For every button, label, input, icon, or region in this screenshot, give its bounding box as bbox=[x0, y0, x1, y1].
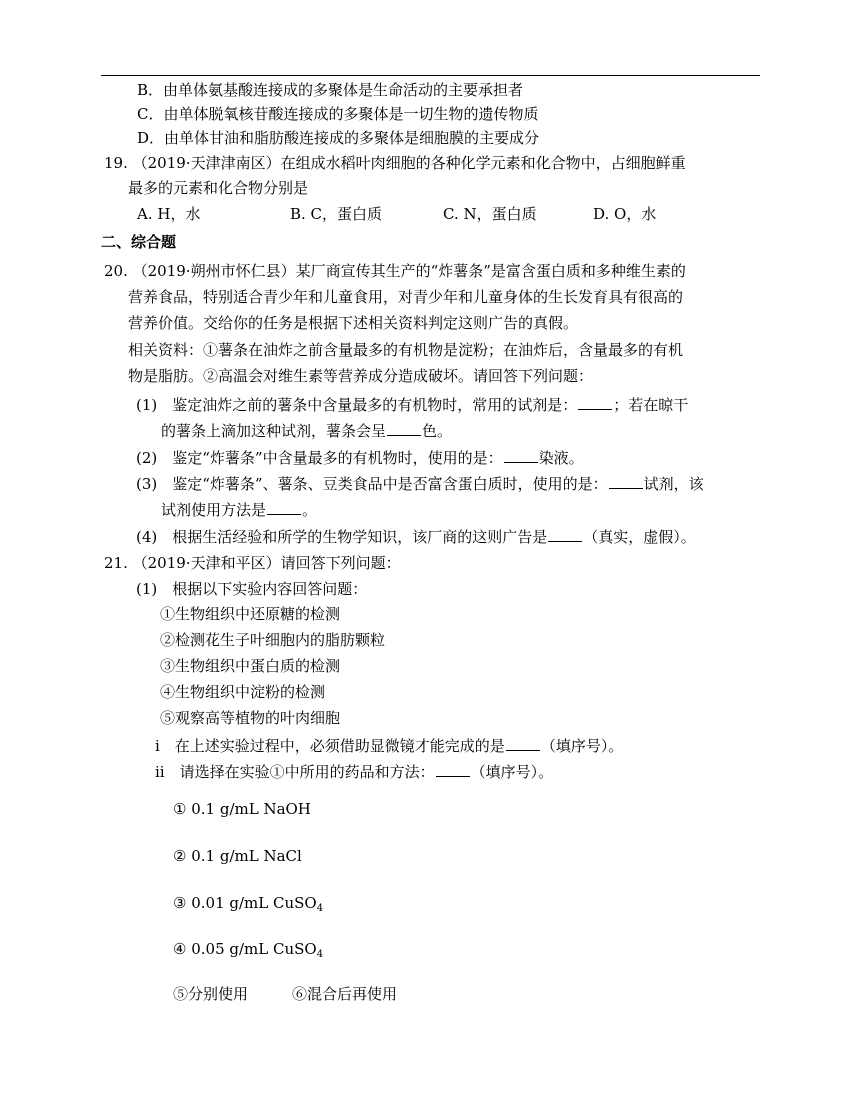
method-6: ⑥混合后再使用 bbox=[292, 985, 398, 1003]
q21-item-1: ①生物组织中还原糖的检测 bbox=[160, 605, 341, 623]
q20-part1-line2: 的薯条上滴加这种试剂，薯条会呈 色。 bbox=[161, 422, 453, 440]
reagent-4: ④ 0.05 g/mL CuSO$_4$ bbox=[173, 940, 324, 960]
q18-option-c: C．由单体脱氧核苷酸连接成的多聚体是一切生物的遗传物质 bbox=[137, 105, 539, 123]
answer-blank[interactable] bbox=[267, 500, 301, 515]
q21-subq-ii: ⅱ 请选择在实验①中所用的药品和方法： （填序号）。 bbox=[155, 763, 554, 781]
answer-blank[interactable] bbox=[578, 395, 612, 410]
q21-item-4: ④生物组织中淀粉的检测 bbox=[160, 683, 326, 701]
q20-stem-line2: 营养食品，特别适合青少年和儿童食用，对青少年和儿童身体的生长发育具有很高的 bbox=[128, 288, 684, 306]
q19-stem-line2: 最多的元素和化合物分别是 bbox=[128, 179, 309, 197]
q19-option-a: A. H，水 bbox=[137, 205, 201, 223]
answer-blank[interactable] bbox=[609, 474, 643, 489]
answer-blank[interactable] bbox=[506, 736, 540, 751]
reagent-3: ③ 0.01 g/mL CuSO$_4$ bbox=[173, 894, 324, 914]
q20-material-line1: 相关资料：①薯条在油炸之前含量最多的有机物是淀粉；在油炸后，含量最多的有机 bbox=[128, 341, 684, 359]
q21-part1: (1) 根据以下实验内容回答问题： bbox=[136, 580, 368, 598]
q20-stem-line3: 营养价值。交给你的任务是根据下述相关资料判定这则广告的真假。 bbox=[128, 314, 579, 332]
answer-blank[interactable] bbox=[548, 527, 582, 542]
q20-material-line2: 物是脂肪。②高温会对维生素等营养成分造成破坏。请回答下列问题： bbox=[128, 367, 594, 385]
section-title: 二、综合题 bbox=[101, 233, 177, 251]
q19-option-b: B. C，蛋白质 bbox=[290, 205, 383, 223]
q20-part3-line2: 试剂使用方法是 。 bbox=[161, 501, 318, 519]
q21-item-5: ⑤观察高等植物的叶肉细胞 bbox=[160, 709, 341, 727]
answer-blank[interactable] bbox=[436, 762, 470, 777]
q20-part4: (4) 根据生活经验和所学的生物学知识，该厂商的这则广告是 （真实，虚假）。 bbox=[136, 528, 696, 546]
q19-option-d: D. O，水 bbox=[593, 205, 657, 223]
q19-stem-line1: 19. （2019·天津津南区）在组成水稻叶肉细胞的各种化学元素和化合物中，占细胞鲜重 bbox=[104, 154, 686, 172]
q18-option-d: D．由单体甘油和脂肪酸连接成的多聚体是细胞膜的主要成分 bbox=[137, 129, 540, 147]
q21-item-2: ②检测花生子叶细胞内的脂肪颗粒 bbox=[160, 631, 386, 649]
header-rule bbox=[101, 75, 760, 76]
q20-part2: (2) 鉴定“炸薯条”中含量最多的有机物时，使用的是： 染液。 bbox=[136, 449, 584, 467]
method-5: ⑤分别使用 bbox=[173, 985, 249, 1003]
q21-subq-i: ⅰ 在上述实验过程中，必须借助显微镜才能完成的是 （填序号）。 bbox=[155, 737, 624, 755]
answer-blank[interactable] bbox=[504, 448, 538, 463]
q19-option-c: C. N，蛋白质 bbox=[443, 205, 537, 223]
q21-stem: 21. （2019·天津和平区）请回答下列问题： bbox=[104, 554, 401, 572]
q18-option-b: B．由单体氨基酸连接成的多聚体是生命活动的主要承担者 bbox=[137, 81, 524, 99]
reagent-1: ① 0.1 g/mL NaOH bbox=[173, 800, 311, 818]
answer-blank[interactable] bbox=[387, 421, 421, 436]
q20-part1-line1: (1) 鉴定油炸之前的薯条中含量最多的有机物时，常用的试剂是： ；若在晾干 bbox=[136, 396, 689, 414]
q20-stem-line1: 20. （2019·朔州市怀仁县）某厂商宣传其生产的“炸薯条”是富含蛋白质和多种维生素的 bbox=[104, 262, 686, 280]
q20-part3-line1: (3) 鉴定“炸薯条”、薯条、豆类食品中是否富含蛋白质时，使用的是： 试剂，该 bbox=[136, 475, 704, 493]
q21-item-3: ③生物组织中蛋白质的检测 bbox=[160, 657, 341, 675]
reagent-2: ② 0.1 g/mL NaCl bbox=[173, 847, 302, 865]
